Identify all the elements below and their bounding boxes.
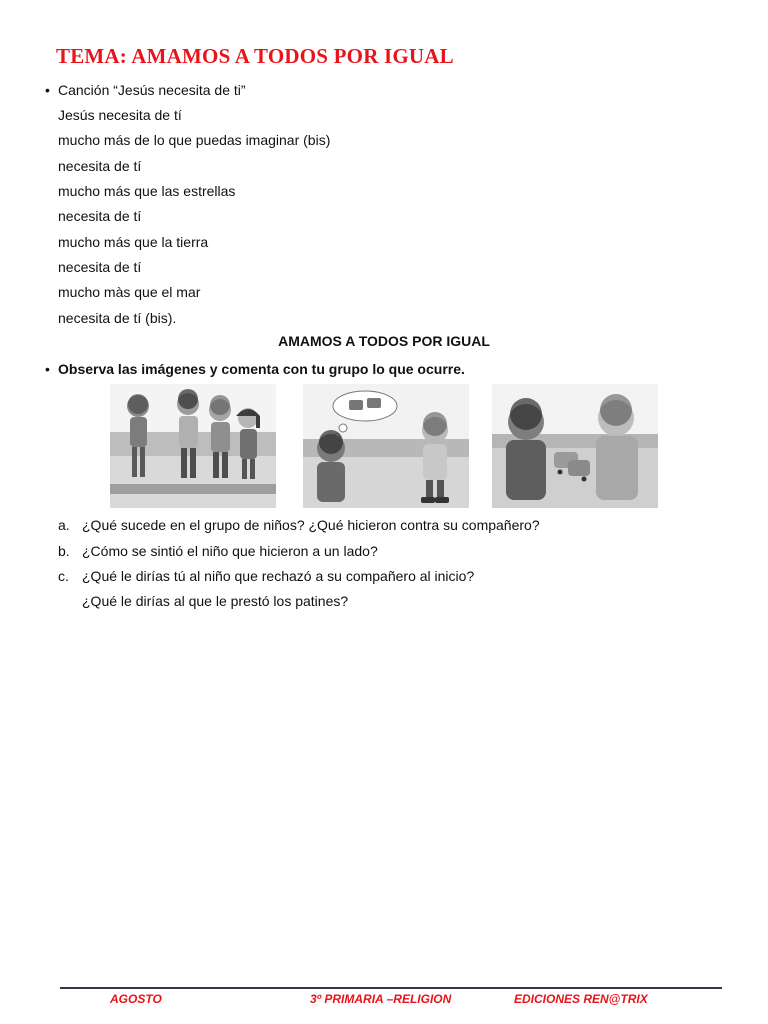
song-line: mucho más que las estrellas	[58, 183, 236, 199]
illustration-sad-kid	[303, 384, 469, 508]
song-line: necesita de tí	[58, 158, 142, 174]
song-line: necesita de tí	[58, 208, 142, 224]
page-title: TEMA: AMAMOS A TODOS POR IGUAL	[56, 44, 454, 68]
section-subtitle: AMAMOS A TODOS POR IGUAL	[278, 333, 490, 349]
illustration-group-of-kids	[110, 384, 276, 508]
song-line: necesita de tí	[58, 259, 142, 275]
bullet-icon: •	[45, 361, 50, 377]
song-line: mucho más de lo que puedas imaginar (bis)	[58, 132, 331, 148]
song-line: mucho más que la tierra	[58, 234, 209, 250]
instruction-text: Observa las imágenes y comenta con tu grupo lo que ocurre.	[58, 361, 465, 377]
footer-divider	[60, 987, 722, 989]
song-heading: Canción “Jesús necesita de ti”	[58, 82, 246, 98]
song-line: Jesús necesita de tí	[58, 107, 182, 123]
footer-grade: 3º PRIMARIA –RELIGION	[310, 992, 452, 1006]
question-letter: a.	[58, 517, 70, 533]
bullet-icon: •	[45, 82, 50, 98]
illustration-sharing-skates	[492, 384, 658, 508]
question-letter: c.	[58, 568, 69, 584]
question-text: ¿Qué le dirías tú al niño que rechazó a su compañero al inicio?	[82, 568, 475, 584]
question-letter: b.	[58, 543, 70, 559]
song-line: necesita de tí (bis).	[58, 310, 177, 326]
song-line: mucho màs que el mar	[58, 284, 201, 300]
footer-publisher: EDICIONES REN@TRIX	[514, 992, 648, 1006]
footer-month: AGOSTO	[110, 992, 162, 1006]
question-text: ¿Qué sucede en el grupo de niños? ¿Qué hicieron contra su compañero?	[82, 517, 540, 533]
question-text: ¿Cómo se sintió el niño que hicieron a un lado?	[82, 543, 378, 559]
question-text: ¿Qué le dirías al que le prestó los patines?	[82, 593, 349, 609]
